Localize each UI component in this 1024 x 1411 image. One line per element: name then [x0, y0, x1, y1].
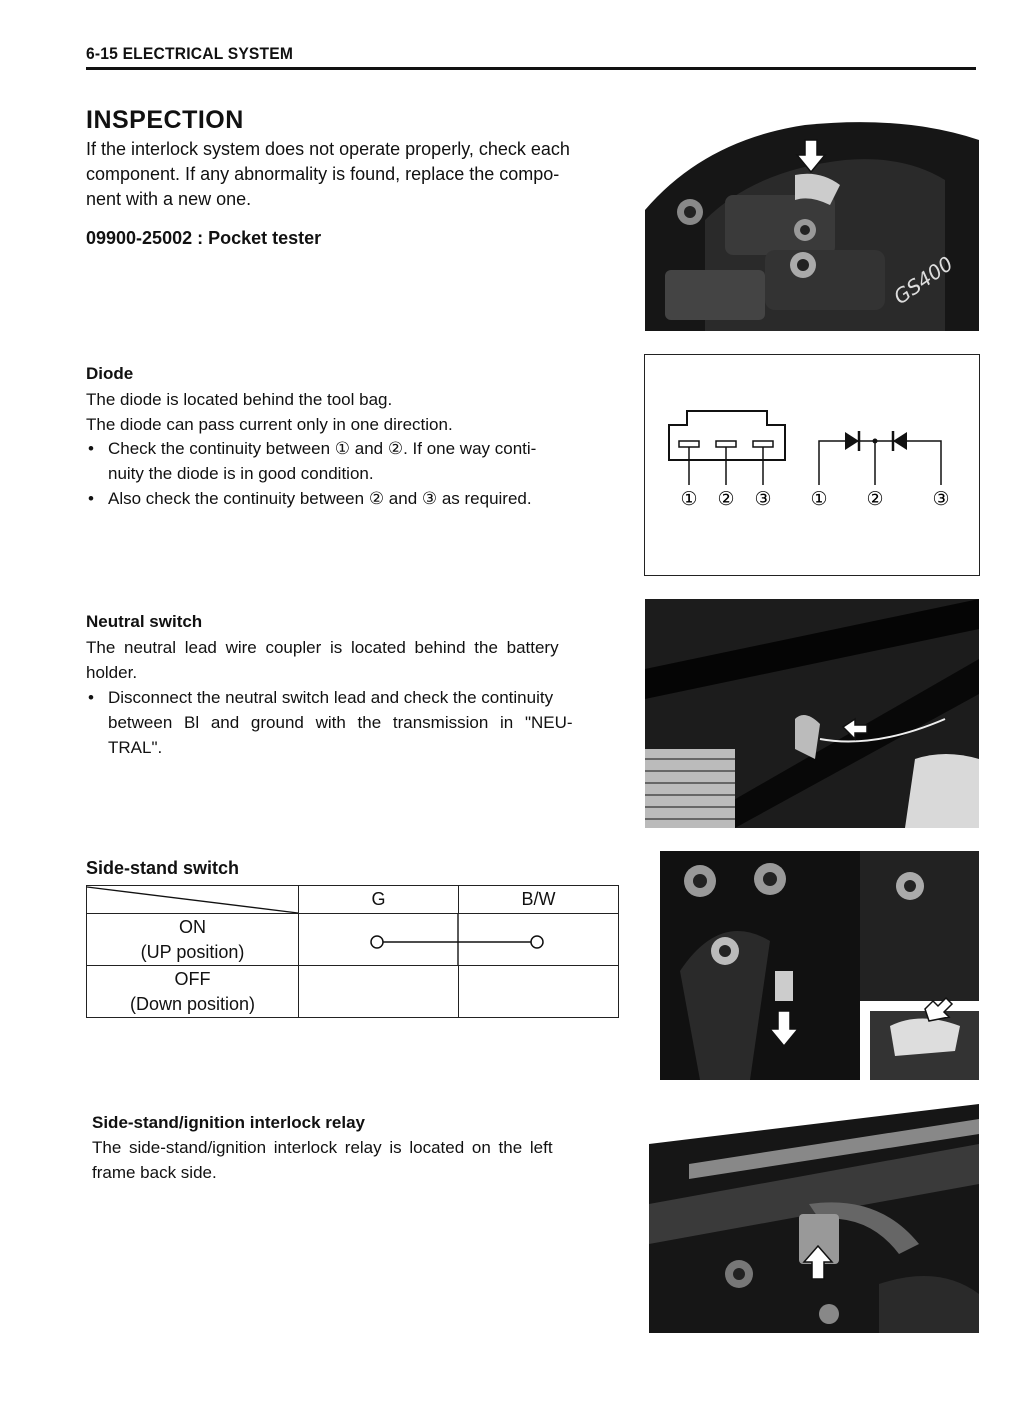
row-off-bw-cell — [459, 966, 619, 1018]
diode-bullet-2-line-1: Also check the continuity between ② and ③ as required. — [108, 489, 532, 508]
tail-section-photo — [645, 100, 979, 331]
table-corner-cell — [87, 886, 299, 914]
col-header-g: G — [299, 886, 459, 914]
diode-bullets — [86, 436, 536, 511]
diode-line-1: The diode is located behind the tool bag. — [86, 390, 393, 409]
inspection-line-2: component. If any abnormality is found, replace the compo- — [86, 164, 560, 184]
inspection-heading: INSPECTION — [86, 106, 244, 134]
row-off-subtext: (Down position) — [129, 993, 256, 1014]
diode-bullet-1-line-2: nuity the diode is in good condition. — [108, 464, 374, 483]
relay-photo — [649, 1104, 979, 1333]
neutral-bullet-line-1: Disconnect the neutral switch lead and check the continuity — [108, 688, 554, 707]
diode-line-2: The diode can pass current only in one direction. — [86, 415, 453, 434]
neutral-bullets — [86, 685, 573, 760]
diode-bullet-1-line-1: Check the continuity between ① and ②. If one way conti- — [108, 439, 537, 458]
continuity-symbol — [299, 914, 619, 966]
circuit-label-3: ③ — [932, 488, 950, 510]
diode-diagram — [644, 354, 980, 576]
circuit-label-1: ① — [810, 488, 828, 510]
sidestand-switch-photo — [660, 851, 979, 1080]
row-off-g-cell — [299, 966, 459, 1018]
header-rule — [86, 67, 976, 70]
row-on-label — [87, 914, 299, 966]
neutral-line-2: holder. — [86, 663, 138, 682]
row-on-subtext: (UP position) — [140, 941, 245, 962]
row-off-label — [87, 966, 299, 1018]
neutral-bullet-line-3: TRAL". — [108, 738, 163, 757]
continuity-cell — [299, 914, 619, 966]
connector-label-3: ③ — [754, 488, 772, 510]
circuit-label-2: ② — [866, 488, 884, 510]
diode-bullet-1 — [86, 436, 536, 486]
relay-heading: Side-stand/ignition interlock relay — [92, 1113, 365, 1132]
relay-line-1: The side-stand/ignition interlock relay is located on the left — [92, 1138, 553, 1157]
page-header: 6-15 ELECTRICAL SYSTEM — [86, 44, 294, 63]
sidestand-table — [86, 885, 619, 1018]
diode-bullet-2 — [86, 486, 536, 511]
inspection-line-1: If the interlock system does not operate properly, check each — [86, 139, 570, 159]
connector-label-1: ① — [680, 488, 698, 510]
neutral-switch-photo — [645, 599, 979, 828]
neutral-bullet — [86, 685, 573, 760]
connector-label-2: ② — [717, 488, 735, 510]
neutral-bullet-line-2: between Bl and ground with the transmission in "NEU- — [108, 713, 573, 732]
neutral-heading: Neutral switch — [86, 612, 203, 631]
row-on-text: ON — [179, 916, 206, 937]
diode-heading: Diode — [86, 364, 134, 383]
tool-spec: 09900-25002 : Pocket tester — [86, 228, 322, 248]
sidestand-heading: Side-stand switch — [86, 858, 240, 878]
relay-line-2: frame back side. — [92, 1163, 217, 1182]
inspection-line-3: nent with a new one. — [86, 189, 252, 209]
neutral-line-1: The neutral lead wire coupler is located behind the battery — [86, 638, 559, 657]
col-header-bw: B/W — [459, 886, 619, 914]
row-off-text: OFF — [174, 968, 211, 989]
photo1-badge: GS400 — [889, 251, 958, 310]
